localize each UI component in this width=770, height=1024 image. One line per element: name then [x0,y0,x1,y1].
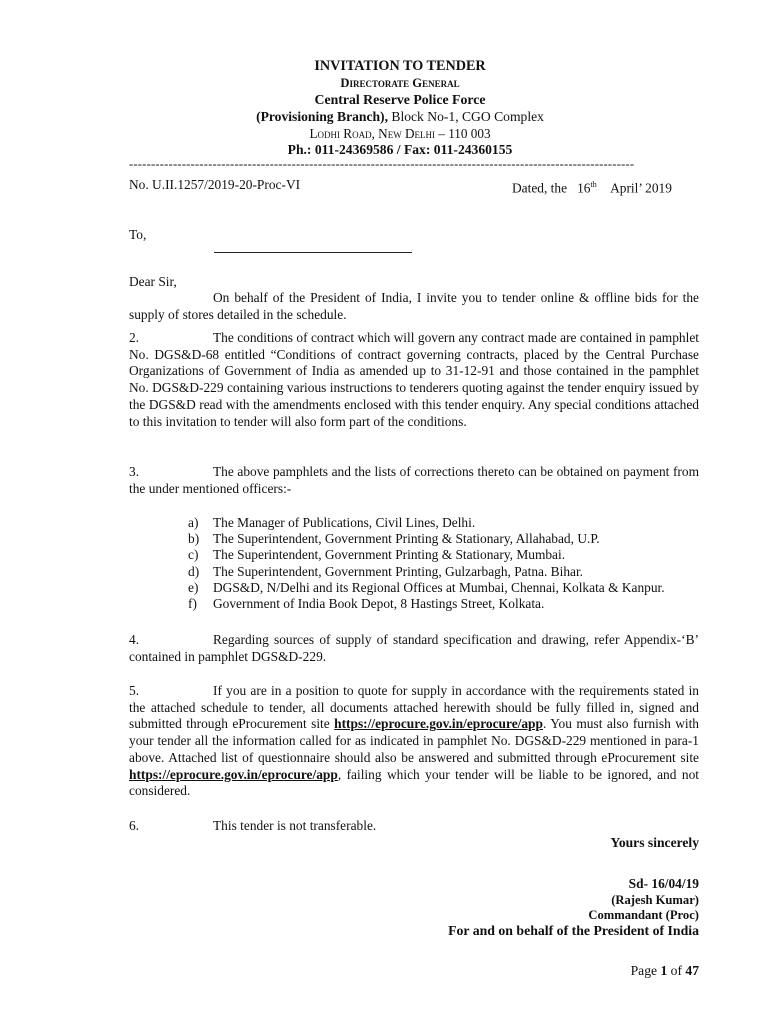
eprocure-link-2[interactable]: https://eprocure.gov.in/eprocure/app [129,766,338,782]
dated-line [512,176,672,196]
paragraph-6 [129,818,699,835]
to-label: To, [129,227,147,242]
dated-day: 16 [577,180,591,196]
eprocure-link[interactable]: https://eprocure.gov.in/eprocure/app [334,716,543,732]
paragraph-4-number: 4. [129,632,140,647]
addressee-blank-line [214,252,412,253]
directorate-line: Directorate General [340,76,460,90]
paragraph-2 [129,330,699,430]
dated-label: Dated, the [512,180,568,196]
branch-name: (Provisioning Branch), [256,109,388,124]
officers-list [188,515,665,612]
signature-sd: Sd- 16/04/19 [628,876,699,891]
list-item: b) The Superintendent, Government Printing & Stationary, Allahabad, U.P. [188,531,600,547]
paragraph-1-text: On behalf of the President of India, I invite you to tender online & offline bids for the supply of stores detailed in the schedule. [129,290,699,322]
list-item: f) Government of India Book Depot, 8 Hastings Street, Kolkata. [188,596,545,612]
reference-number: No. U.II.1257/2019-20-Proc-VI [129,177,301,192]
paragraph-6-text: This tender is not transferable. [213,818,377,833]
address-line: Lodhi Road, New Delhi – 110 003 [309,126,491,141]
paragraph-2-number: 2. [129,330,140,345]
signatory-name: (Rajesh Kumar) [611,893,699,907]
signatory-designation: Commandant (Proc) [588,908,699,922]
header-separator: ------------------------------------------------------------------------------------------------------------------- [129,157,635,171]
phone-fax-line: Ph.: 011-24369586 / Fax: 011-24360155 [287,142,513,157]
paragraph-5: 5. If you are in a position to quote for supply in accordance with the requirements stated in the attached schedule to tender, all documents attached herewith should be fully filled in, signed and submitted through eProcurement site https://eprocure.gov.in/eprocure/app. You must also furnish with your tender all the information called for as indicated in pamphlet No. DGS&D-229 mentioned in para-1 above. Attached list of questionnaire should also be answered and submitted through eProcurement site https://eprocure.gov.in/eprocure/app, failing which your tender will be liable to be ignored, and not considered. [129,683,699,799]
closing-yours-sincerely: Yours sincerely [610,835,699,850]
paragraph-2-text: The conditions of contract which will govern any contract made are contained in pamphlet No. DGS&D-68 entitled “Conditions of contract governing contracts, placed by the Central Purchase Organizations of Government of India as amended up to 31-12-91 and those contained in the pamphlet No. DGS&D-229 containing various instructions to tenderers quoting against the tender enquiry issued by the DGS&D read with the amendments enclosed with this tender enquiry. Any special conditions attached to this invitation to tender will also form part of the conditions. [129,330,699,429]
paragraph-1 [129,290,699,323]
list-item: e) DGS&D, N/Delhi and its Regional Offices at Mumbai, Chennai, Kolkata & Kanpur. [188,579,665,595]
on-behalf-line: For and on behalf of the President of India [448,923,699,938]
document-title: INVITATION TO TENDER [314,58,486,74]
paragraph-6-number: 6. [129,818,140,833]
salutation: Dear Sir, [129,274,177,289]
list-item: a) The Manager of Publications, Civil Lines, Delhi. [188,515,476,530]
paragraph-5-number: 5. [129,683,140,698]
branch-line [0,109,770,125]
organization-name: Central Reserve Police Force [314,92,486,107]
paragraph-3-text: The above pamphlets and the lists of corrections thereto can be obtained on payment from the under mentioned officers:- [129,464,699,496]
list-item: d) The Superintendent, Government Printing, Gulzarbagh, Patna. Bihar. [188,563,584,579]
branch-address: Block No-1, CGO Complex [387,109,544,124]
dated-month-year: April’ 2019 [610,180,672,196]
list-item: c) The Superintendent, Government Printing & Stationary, Mumbai. [188,547,566,563]
paragraph-3-number: 3. [129,464,140,479]
page-number: Page 1 of 47 [630,963,699,978]
paragraph-3 [129,464,699,497]
paragraph-4 [129,632,699,665]
paragraph-4-text: Regarding sources of supply of standard specification and drawing, refer Appendix-‘B’ contained in pamphlet DGS&D-229. [129,632,699,664]
dated-day-suffix: th [590,180,597,189]
